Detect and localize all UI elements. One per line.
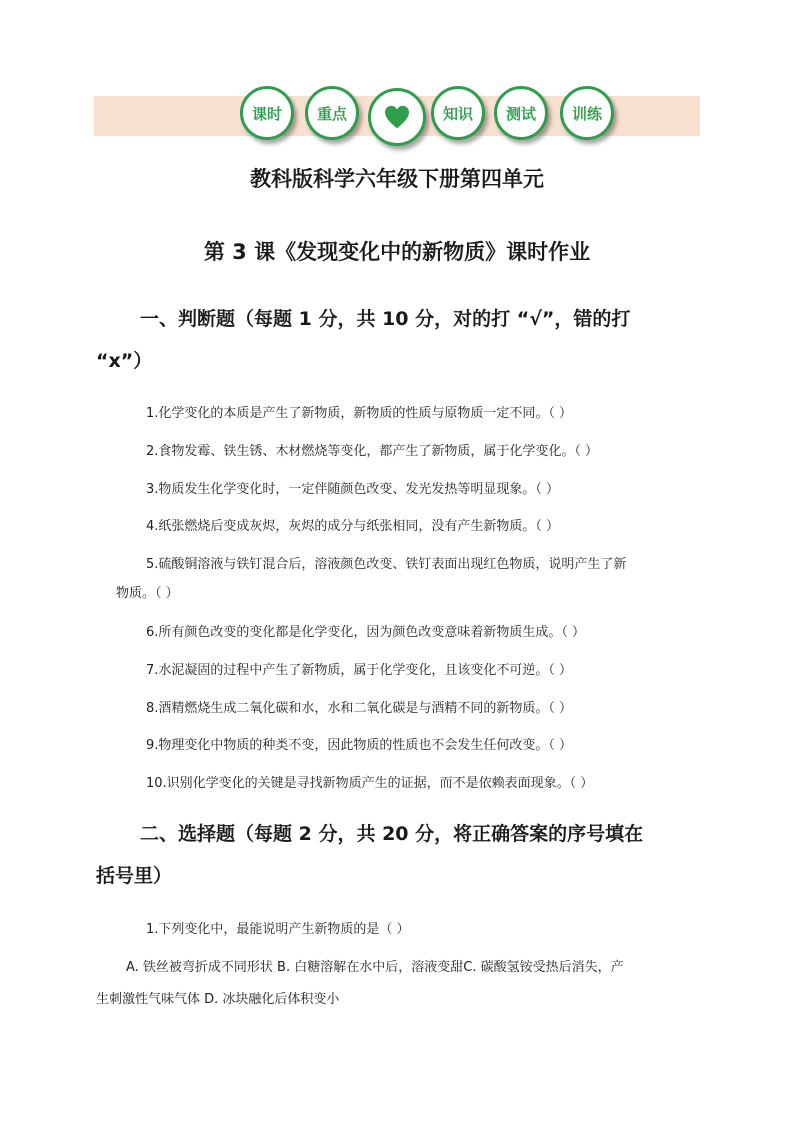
- question-item: 3.物质发生化学变化时，一定伴随颜色改变、发光发热等明显现象。（ ）: [146, 482, 560, 497]
- section-heading-line: 二、选择题（每题 2 分，共 20 分，将正确答案的序号填在: [140, 823, 644, 845]
- badge-zhongdian: [305, 86, 359, 140]
- badge-zhishi: [431, 86, 485, 140]
- badge-label: 测试: [505, 104, 536, 123]
- section-heading-line: 括号里）: [96, 865, 173, 887]
- section-heading-line: “x”）: [96, 350, 153, 372]
- badge-label: 重点: [316, 104, 347, 123]
- choice-options: A. 铁丝被弯折成不同形状 B. 白糖溶解在水中后，溶液变甜C. 碳酸氢铵受热后消失，产: [126, 960, 624, 975]
- lesson-title: 第 3 课《发现变化中的新物质》课时作业: [203, 240, 591, 264]
- question-item: 9.物理变化中物质的种类不变，因此物质的性质也不会发生任何改变。（ ）: [146, 738, 573, 753]
- badge-heart: [368, 88, 426, 146]
- question-item: 8.酒精燃烧生成二氧化碳和水，水和二氧化碳是与酒精不同的新物质。（ ）: [146, 701, 573, 716]
- section-heading-line: 一、判断题（每题 1 分，共 10 分，对的打 “√”，错的打: [140, 308, 631, 330]
- section-heading-choice: [96, 813, 696, 897]
- question-item-continued: 物质。（ ）: [116, 586, 179, 601]
- badge-ceshi: [494, 86, 548, 140]
- badge-xunlian: [560, 86, 614, 140]
- choice-options-continued: 生刺激性气味气体 D. 冰块融化后体积变小: [96, 992, 340, 1007]
- badge-label: 训练: [571, 104, 602, 123]
- question-item: 5.硫酸铜溶液与铁钉混合后，溶液颜色改变、铁钉表面出现红色物质，说明产生了新: [146, 557, 627, 572]
- heart-icon: [384, 105, 410, 129]
- question-item: 1.化学变化的本质是产生了新物质，新物质的性质与原物质一定不同。（ ）: [146, 406, 573, 421]
- question-item: 4.纸张燃烧后变成灰烬，灰烬的成分与纸张相同，没有产生新物质。（ ）: [146, 519, 560, 534]
- choice-question: 1.下列变化中，最能说明产生新物质的是（ ）: [146, 922, 410, 937]
- section-heading-judgement: [96, 298, 696, 382]
- badge-label: 知识: [442, 104, 473, 123]
- document-title: 教科版科学六年级下册第四单元: [250, 167, 544, 191]
- question-item: 2.食物发霉、铁生锈、木材燃烧等变化，都产生了新物质，属于化学变化。（ ）: [146, 444, 599, 459]
- badge-label: 课时: [251, 104, 282, 123]
- question-item: 7.水泥凝固的过程中产生了新物质，属于化学变化，且该变化不可逆。（ ）: [146, 663, 573, 678]
- badge-keshi: [240, 86, 294, 140]
- question-item: 6.所有颜色改变的变化都是化学变化，因为颜色改变意味着新物质生成。（ ）: [146, 625, 586, 640]
- question-item: 10.识别化学变化的关键是寻找新物质产生的证据，而不是依赖表面现象。（ ）: [146, 776, 594, 791]
